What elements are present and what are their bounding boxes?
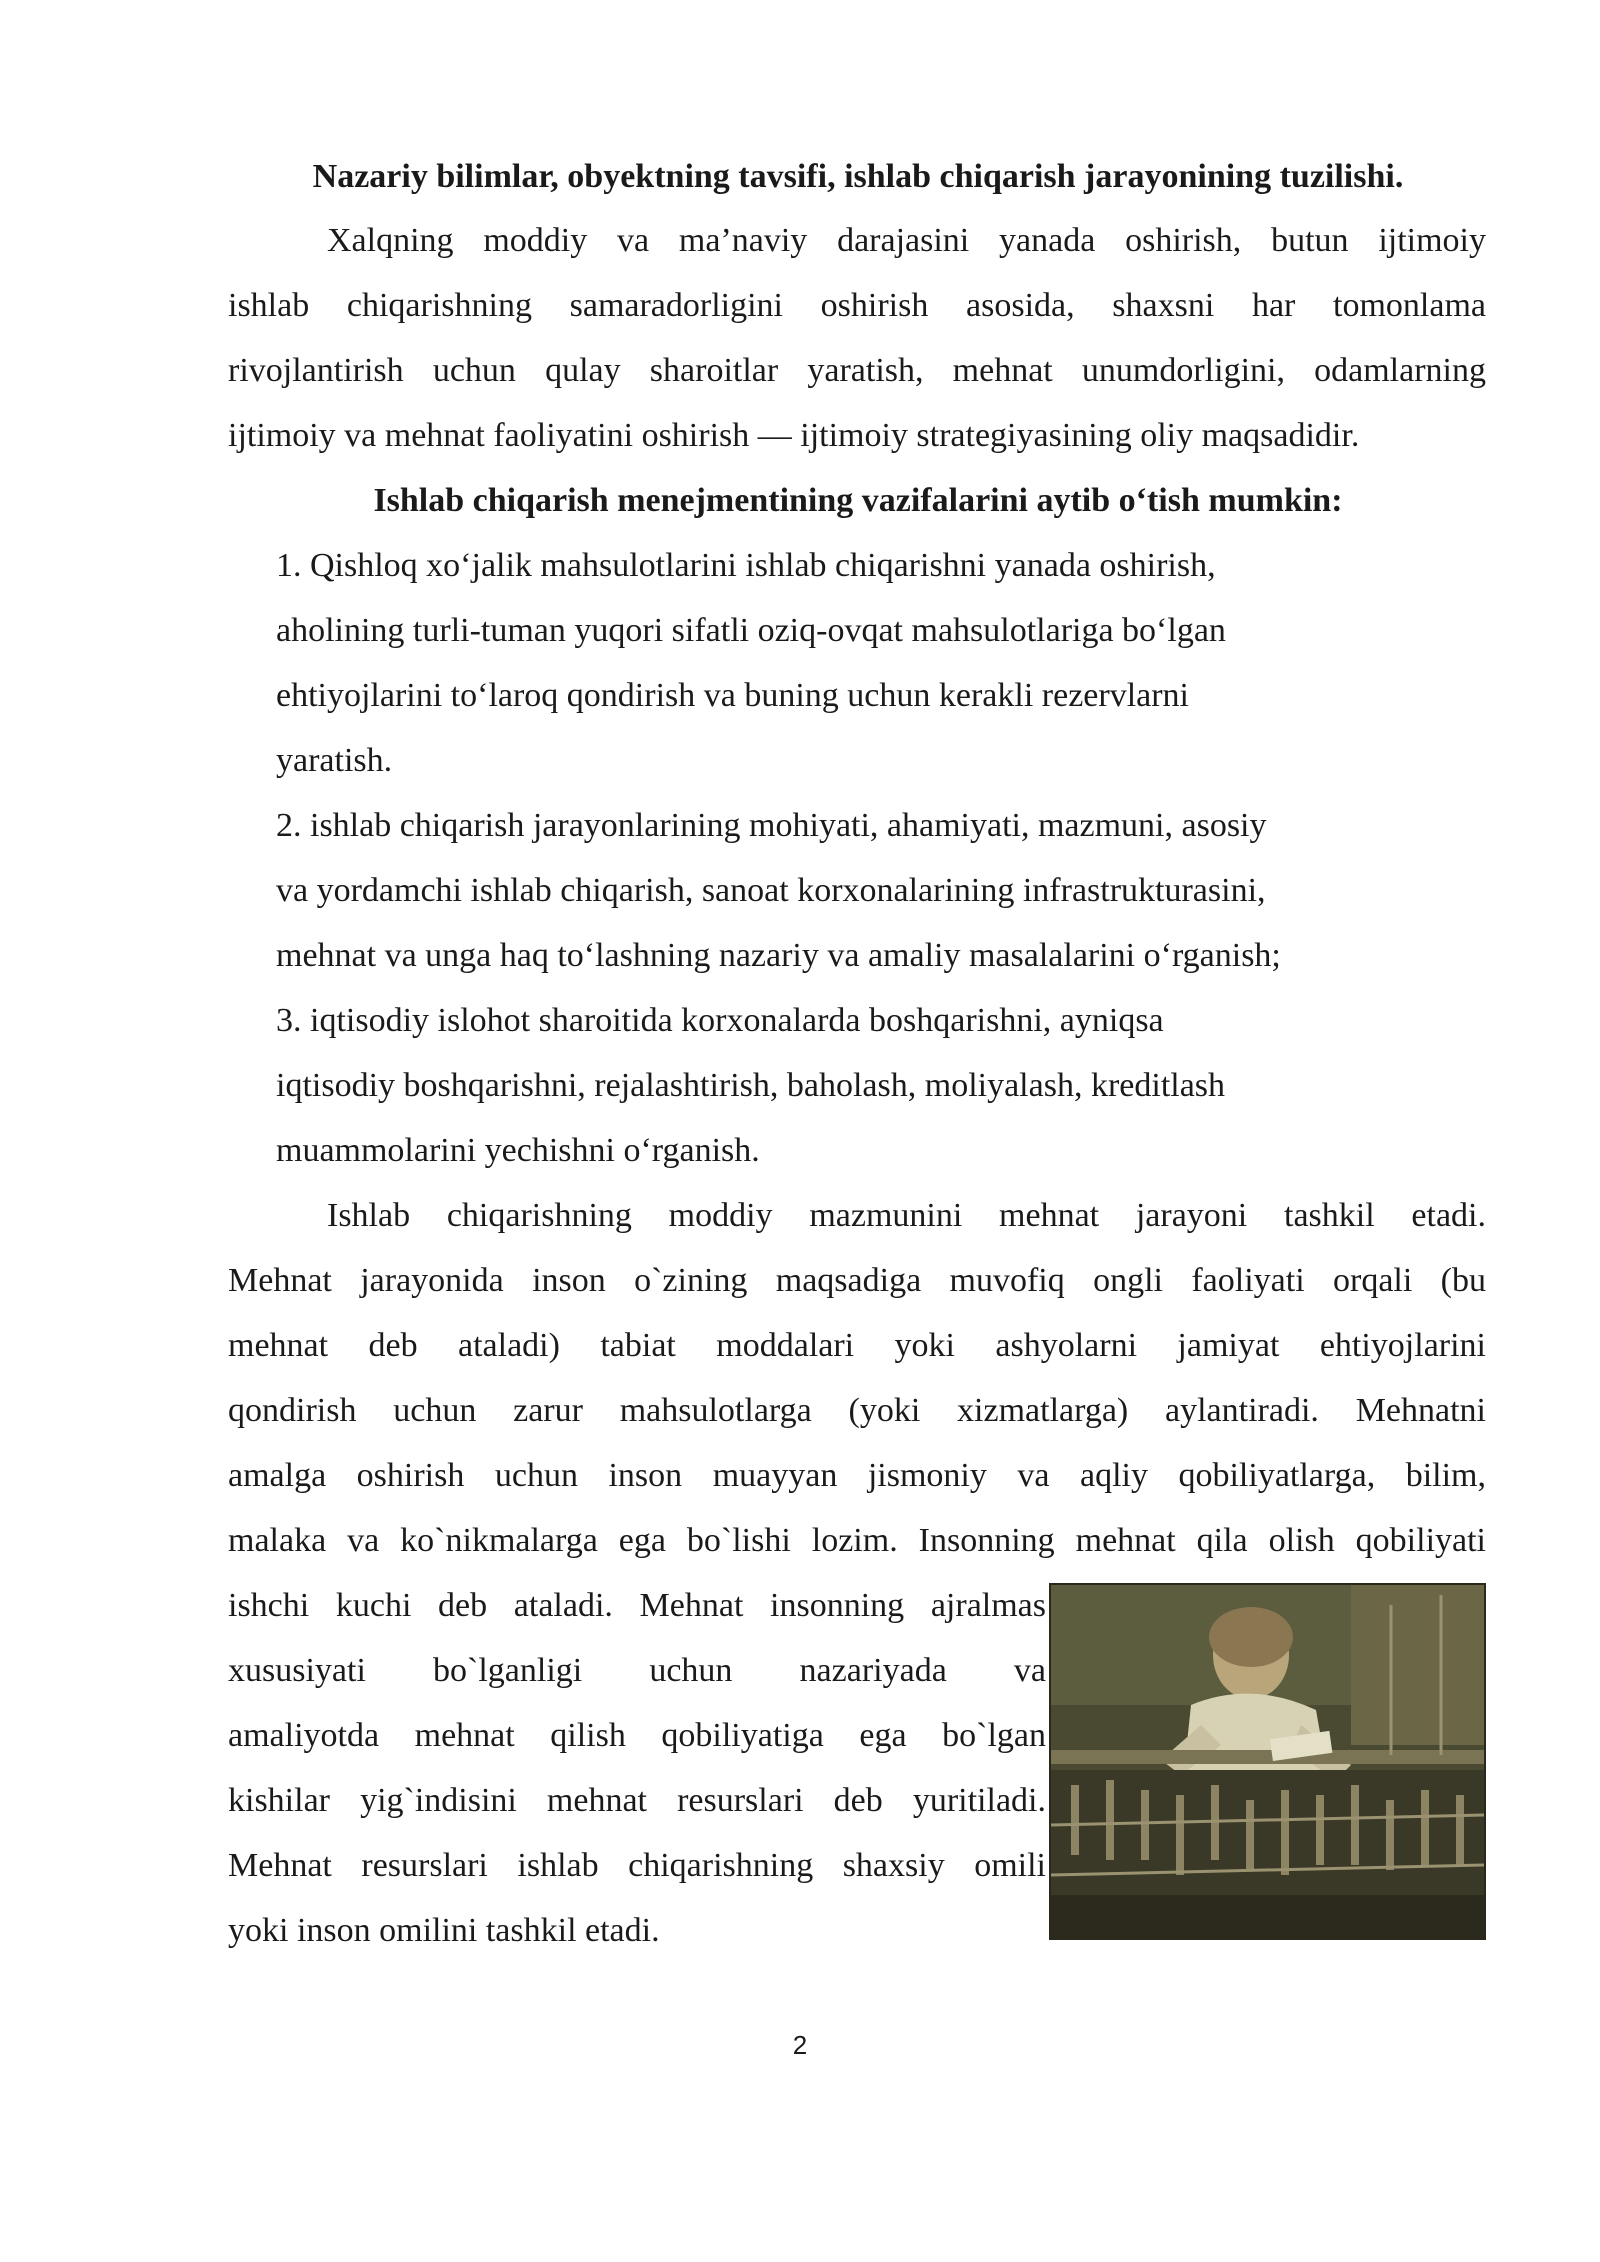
paragraph-line: kishilar yig`indisini mehnat resurslari deb yuritiladi. <box>228 1782 1046 1819</box>
paragraph-line: mehnat deb ataladi) tabiat moddalari yoki ashyolarni jamiyat ehtiyojlarini <box>228 1327 1486 1364</box>
list-item-line: aholining turli-tuman yuqori sifatli oziq-ovqat mahsulotlariga bo‘lgan <box>276 612 1226 649</box>
page-number: 2 <box>792 2030 808 2060</box>
paragraph-line: Mehnat resurslari ishlab chiqarishning shaxsiy omili <box>228 1847 1046 1884</box>
paragraph-line: ijtimoiy va mehnat faoliyatini oshirish — ijtimoiy strategiyasining oliy maqsadidir. <box>228 417 1360 454</box>
list-item-line: 1. Qishloq xo‘jalik mahsulotlarini ishlab chiqarishni yanada oshirish, <box>276 547 1216 584</box>
paragraph-line: ishchi kuchi deb ataladi. Mehnat insonning ajralmas <box>228 1587 1046 1624</box>
list-item-line: va yordamchi ishlab chiqarish, sanoat korxonalarining infrastrukturasini, <box>276 872 1266 909</box>
list-item-line: mehnat va unga haq to‘lashning nazariy va amaliy masalalarini o‘rganish; <box>276 937 1281 974</box>
paragraph-line: qondirish uchun zarur mahsulotlarga (yoki xizmatlarga) aylantiradi. Mehnatni <box>228 1392 1486 1429</box>
list-item-line: muammolarini yechishni o‘rganish. <box>276 1132 760 1169</box>
section-heading: Nazariy bilimlar, obyektning tavsifi, ishlab chiqarish jarayonining tuzilishi. <box>312 158 1404 195</box>
paragraph-line: Ishlab chiqarishning moddiy mazmunini mehnat jarayoni tashkil etadi. <box>327 1197 1486 1234</box>
paragraph-line: Xalqning moddiy va ma’naviy darajasini yanada oshirish, butun ijtimoiy <box>327 222 1486 259</box>
list-item-line: yaratish. <box>276 742 393 779</box>
paragraph-line: amaliyotda mehnat qilish qobiliyatiga ega bo`lgan <box>228 1717 1046 1754</box>
list-item-line: iqtisodiy boshqarishni, rejalashtirish, baholash, moliyalash, kreditlash <box>276 1067 1226 1104</box>
list-item-line: 3. iqtisodiy islohot sharoitida korxonalarda boshqarishni, ayniqsa <box>276 1002 1164 1039</box>
paragraph-line: malaka va ko`nikmalarga ega bo`lishi lozim. Insonning mehnat qila olish qobiliyati <box>228 1522 1486 1559</box>
list-item-line: ehtiyojlarini to‘laroq qondirish va buning uchun kerakli rezervlarni <box>276 677 1190 714</box>
list-item-line: 2. ishlab chiqarish jarayonlarining mohiyati, ahamiyati, mazmuni, asosiy <box>276 807 1267 844</box>
paragraph-line: amalga oshirish uchun inson muayyan jismoniy va aqliy qobiliyatlarga, bilim, <box>228 1457 1486 1494</box>
paragraph-line: ishlab chiqarishning samaradorligini oshirish asosida, shaxsni har tomonlama <box>228 287 1486 324</box>
paragraph-line: yoki inson omilini tashkil etadi. <box>228 1912 660 1949</box>
paragraph-line: Mehnat jarayonida inson o`zining maqsadiga muvofiq ongli faoliyati orqali (bu <box>228 1262 1486 1299</box>
factory-worker-photo <box>1049 1583 1486 1940</box>
subheading: Ishlab chiqarish menejmentining vazifalarini aytib o‘tish mumkin: <box>373 482 1343 519</box>
paragraph-line: rivojlantirish uchun qulay sharoitlar yaratish, mehnat unumdorligini, odamlarning <box>228 352 1486 389</box>
photo-illustration <box>1051 1585 1484 1938</box>
paragraph-line: xususiyati bo`lganligi uchun nazariyada va <box>228 1652 1046 1689</box>
